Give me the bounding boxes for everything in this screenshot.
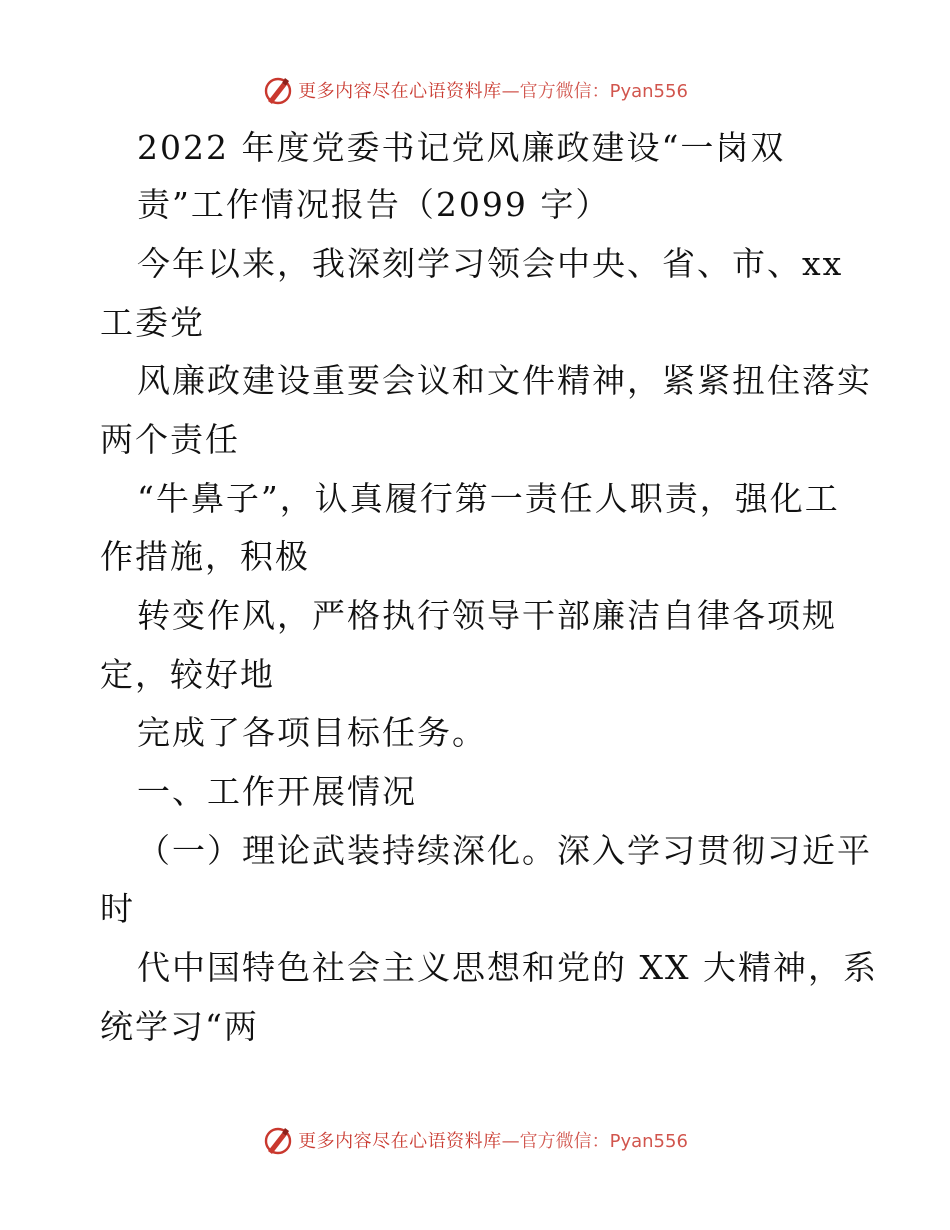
paragraph-line: 完成了各项目标任务。 [137, 713, 487, 752]
watermark-contact: —官方微信：Pyan556 [501, 1131, 688, 1152]
paragraph-line: 定，较好地 [100, 655, 275, 694]
paragraph-line: 风廉政建设重要会议和文件精神，紧紧扭住落实 [137, 361, 872, 400]
section-heading: 一、工作开展情况 [137, 772, 417, 811]
footer-watermark [0, 1120, 950, 1160]
paragraph-line: 统学习“两 [100, 1007, 259, 1046]
paragraph-line: 转变作风，严格执行领导干部廉洁自律各项规 [137, 596, 837, 635]
watermark-text: 更多内容尽在心语资料库 [298, 81, 502, 102]
paragraph-line: 今年以来，我深刻学习领会中央、省、市、xx [137, 244, 844, 283]
paragraph-line: 两个责任 [100, 420, 240, 459]
fountain-pen-logo-icon [262, 74, 294, 106]
paragraph-line: 工委党 [100, 303, 205, 342]
watermark-text: 更多内容尽在心语资料库 [298, 1131, 502, 1152]
paragraph-line: “牛鼻子”，认真履行第一责任人职责，强化工 [137, 479, 840, 518]
watermark-contact: —官方微信：Pyan556 [501, 81, 688, 102]
paragraph-line: （一）理论武装持续深化。深入学习贯彻习近平 [137, 831, 872, 870]
paragraph-line: 时 [100, 889, 135, 928]
paragraph-line: 作措施，积极 [100, 537, 310, 576]
header-watermark [0, 70, 950, 110]
fountain-pen-logo-icon [262, 1124, 294, 1156]
doc-title-line-2: 责”工作情况报告（2099 字） [137, 185, 611, 224]
paragraph-line: 代中国特色社会主义思想和党的 XX 大精神，系 [137, 948, 878, 987]
doc-title-line-1: 2022 年度党委书记党风廉政建设“一岗双 [137, 128, 786, 167]
